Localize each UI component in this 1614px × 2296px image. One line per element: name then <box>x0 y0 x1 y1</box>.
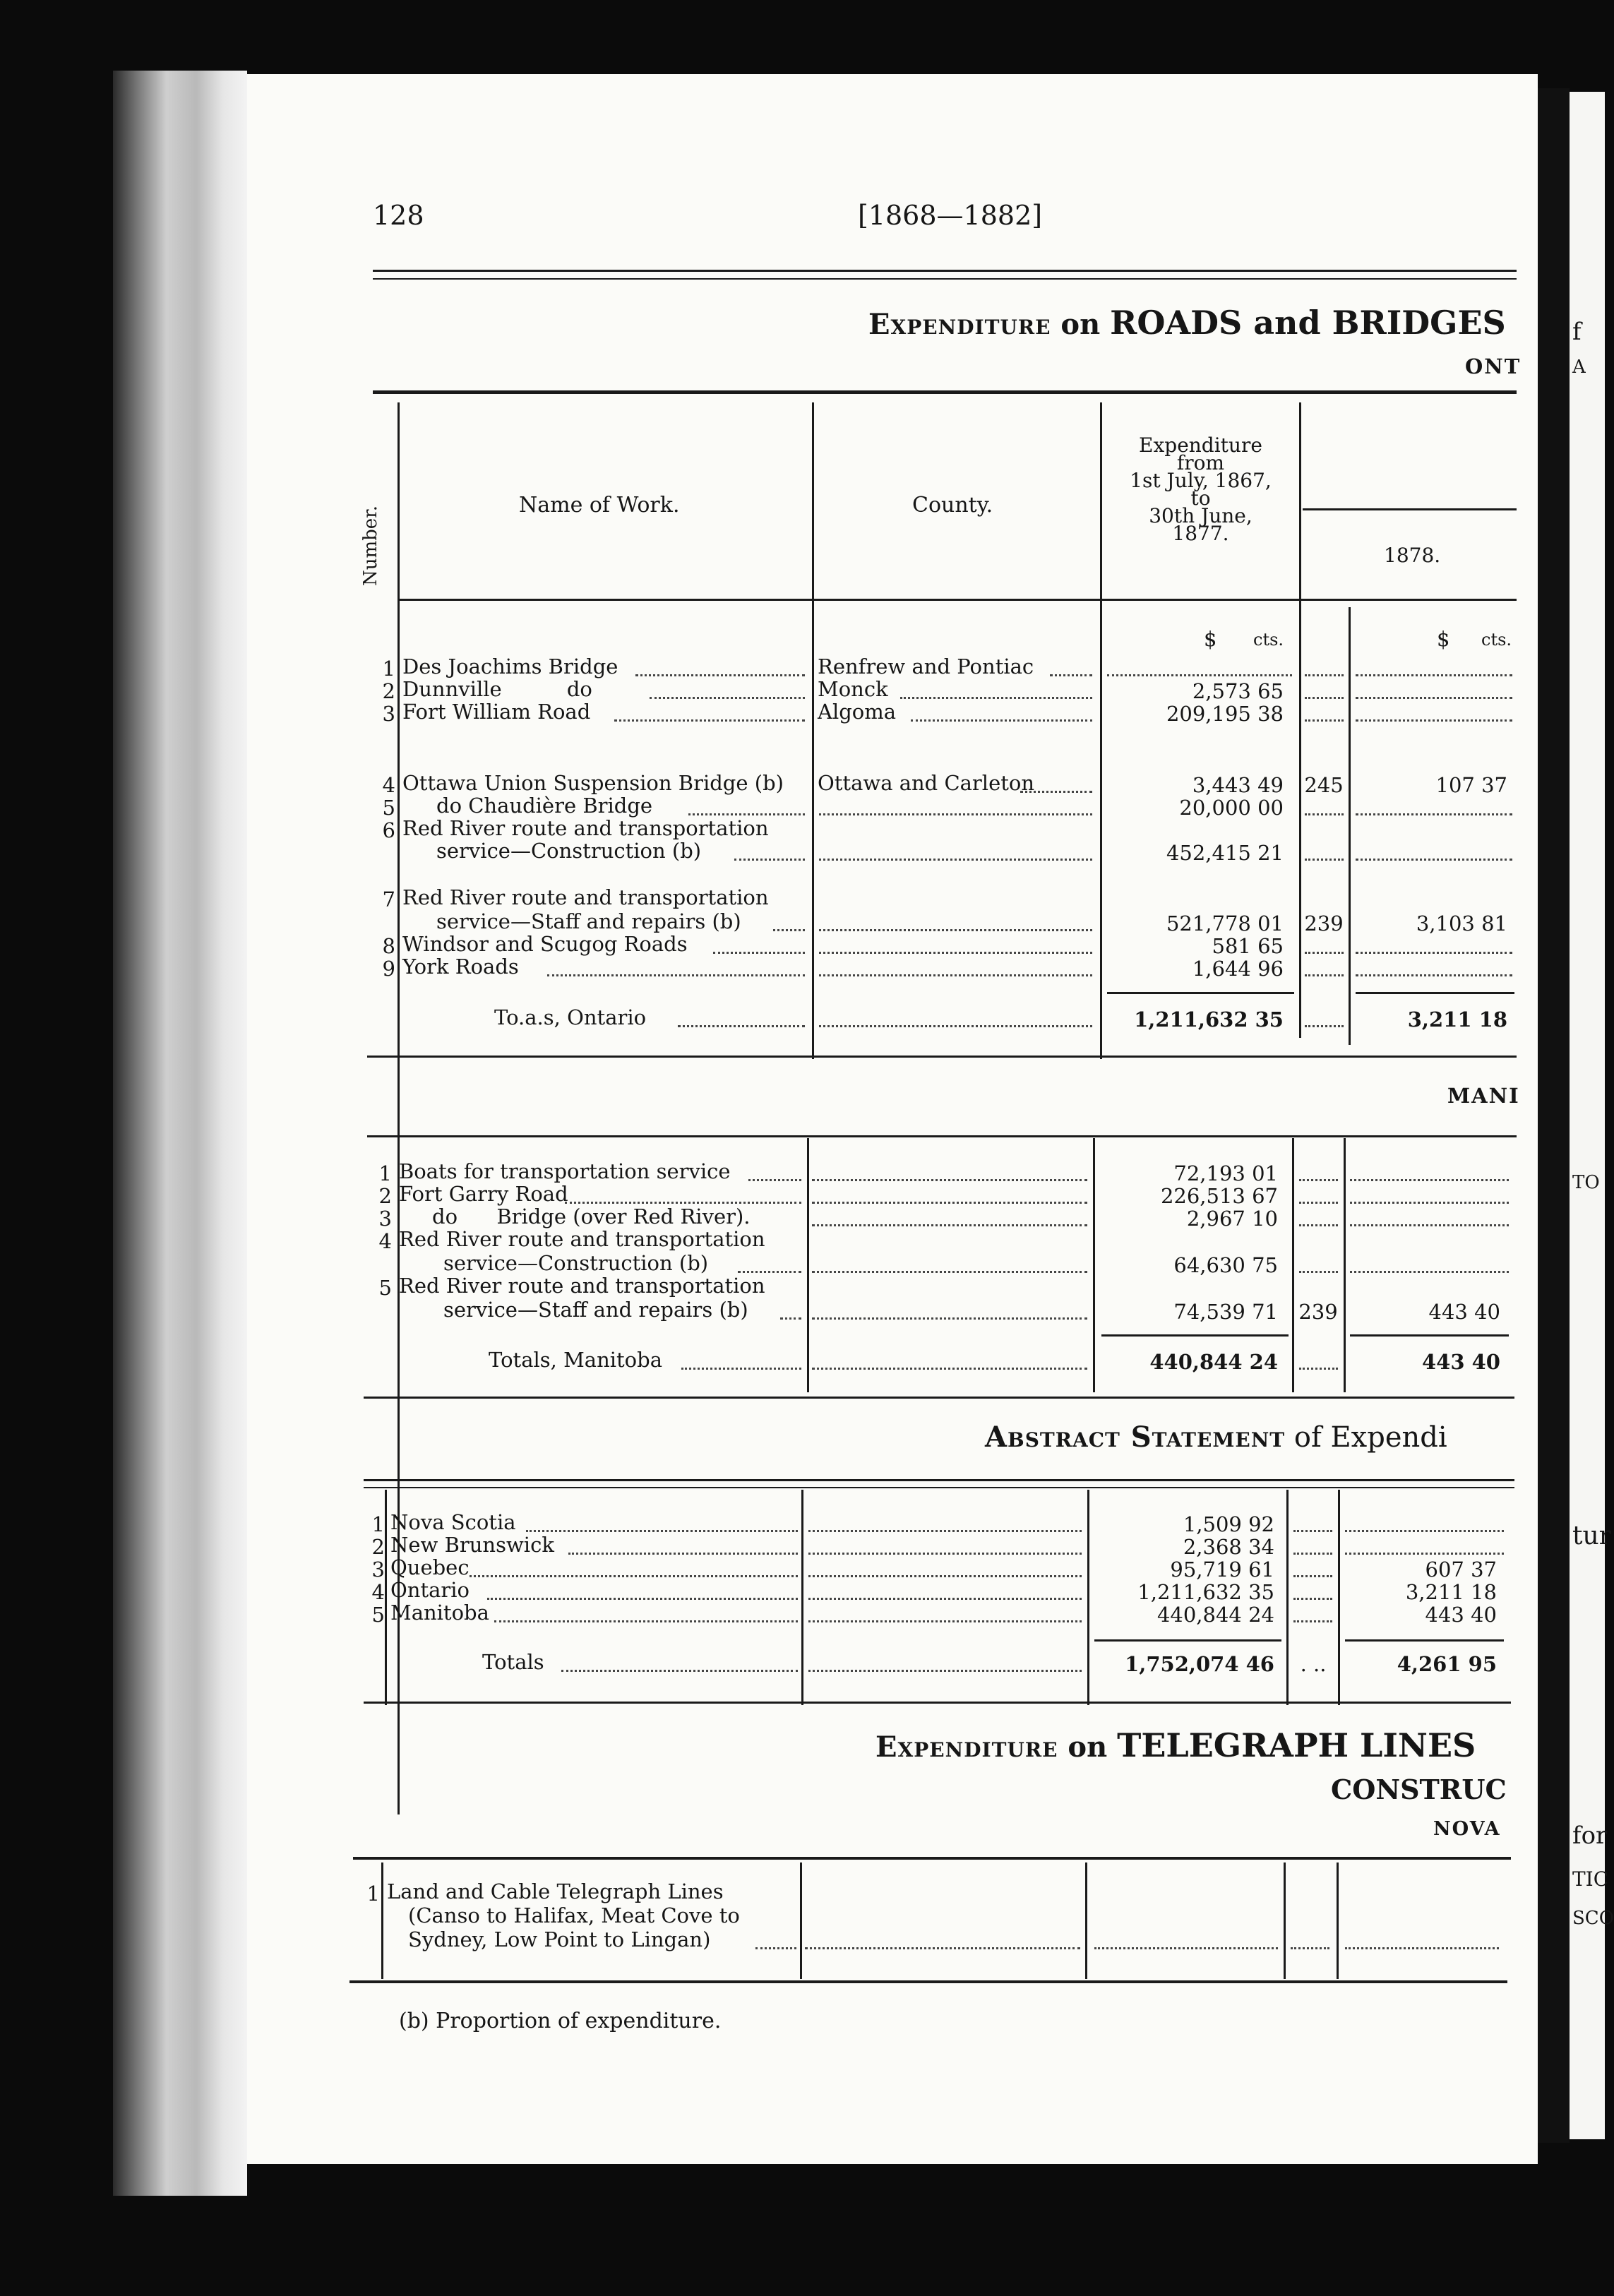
leader-dots <box>678 1025 805 1027</box>
work-name-continued: service—Construction (b) <box>443 1251 709 1275</box>
leader-dots <box>819 813 1092 815</box>
column-rule <box>385 1490 387 1705</box>
subtotal-rule <box>1356 992 1514 994</box>
amount: 2,368 34 <box>1183 1535 1274 1559</box>
column-header-county: County. <box>912 493 993 518</box>
leader-dots <box>568 1553 798 1555</box>
amount: 20,000 00 <box>1179 796 1284 820</box>
amount-1878: 607 37 <box>1425 1557 1497 1582</box>
province-name: Nova Scotia <box>390 1510 516 1534</box>
column-rule <box>1349 607 1351 1045</box>
leader-dots <box>1356 719 1512 722</box>
work-name-continued: Sydney, Low Point to Lingan) <box>408 1927 711 1951</box>
dollar-sign: $ <box>1437 627 1450 651</box>
leader-dots <box>1293 1530 1332 1532</box>
row-number: 2 <box>371 1535 385 1559</box>
total-amount-abstract: 1,752,074 46 <box>1125 1652 1274 1676</box>
total-1878-abstract: 4,261 95 <box>1397 1652 1497 1676</box>
header-line: 1st July, 1867, <box>1130 469 1272 492</box>
leader-dots <box>1350 1202 1509 1204</box>
leader-dots <box>900 697 1092 699</box>
column-rule <box>807 1138 809 1392</box>
work-name-continued: service—Staff and repairs (b) <box>443 1298 748 1322</box>
total-label-ontario: To.a.s, Ontario <box>494 1005 647 1029</box>
leader-dots <box>1299 1271 1338 1273</box>
telegraph-title-part: on <box>1068 1730 1108 1764</box>
subtotal-rule <box>1107 992 1294 994</box>
leader-dots <box>734 859 805 861</box>
leader-dots <box>755 1947 796 1949</box>
row-number: 1 <box>366 1882 380 1906</box>
leader-dots <box>1293 1620 1332 1622</box>
leader-dots <box>1345 1553 1504 1555</box>
section-rule <box>367 1056 1517 1058</box>
leader-dots <box>1356 952 1512 954</box>
amount: 1,211,632 35 <box>1137 1580 1274 1604</box>
column-rule <box>1337 1862 1339 1979</box>
leader-dots <box>1305 1025 1344 1027</box>
amount: 2,967 10 <box>1186 1207 1278 1231</box>
work-name: Red River route and transportation <box>402 885 769 909</box>
reference-number: 245 <box>1304 773 1344 797</box>
row-number: 1 <box>378 1161 392 1185</box>
amount-1878: 3,211 18 <box>1405 1580 1497 1604</box>
leader-dots <box>819 974 1092 976</box>
county-name: Monck <box>818 677 888 701</box>
leader-dots <box>565 1202 801 1204</box>
leader-dots <box>819 952 1092 954</box>
section-rule <box>364 1702 1511 1704</box>
work-name: Windsor and Scugog Roads <box>402 932 688 956</box>
leader-dots <box>738 1271 801 1273</box>
leader-dots <box>713 952 805 954</box>
county-name: Algoma <box>818 700 897 724</box>
subtotal-rule <box>1094 1639 1281 1642</box>
row-number: 6 <box>382 818 395 842</box>
amount: 1,644 96 <box>1192 957 1284 981</box>
work-name: Des Joachims Bridge <box>402 654 618 678</box>
leader-dots <box>1350 1271 1509 1273</box>
total-1878-manitoba: 443 40 <box>1422 1350 1500 1374</box>
row-number: 9 <box>382 957 395 981</box>
leader-dots <box>1345 1947 1499 1949</box>
column-rule <box>1286 1490 1289 1705</box>
leader-dots <box>1293 1553 1332 1555</box>
telegraph-title-part: Expenditure <box>875 1730 1058 1764</box>
row-number: 2 <box>382 679 395 703</box>
work-name: do Bridge (over Red River). <box>432 1204 751 1228</box>
fragment-text: A <box>1572 357 1586 378</box>
amount: 74,539 71 <box>1173 1300 1278 1324</box>
province-heading-manitoba: MANI <box>1447 1084 1520 1108</box>
leader-dots <box>1305 813 1344 815</box>
leader-dots <box>805 1947 1080 1949</box>
leader-dots <box>526 1530 798 1532</box>
fragment-text: f <box>1572 318 1582 346</box>
book-page-edges <box>113 71 247 2196</box>
work-name: Ottawa Union Suspension Bridge (b) <box>402 771 784 795</box>
leader-dots <box>614 719 805 722</box>
row-number: 3 <box>371 1557 385 1582</box>
county-name: Renfrew and Pontiac <box>818 654 1034 678</box>
column-header-number: Number. <box>360 505 381 586</box>
header-line: to <box>1190 486 1211 510</box>
page-years: [1868—1882] <box>858 200 1043 231</box>
leader-dots <box>1305 697 1344 699</box>
header-bottom-rule <box>397 599 1517 601</box>
work-name: Fort William Road <box>402 700 591 724</box>
reference-number: 239 <box>1298 1300 1338 1324</box>
leader-dots <box>1020 791 1092 793</box>
table-title: Expenditure on ROADS and BRIDGES <box>868 304 1506 342</box>
total-1878-ontario: 3,211 18 <box>1407 1008 1507 1032</box>
leader-dots <box>808 1598 1082 1600</box>
leader-dots <box>808 1575 1082 1577</box>
row-number: 2 <box>378 1184 392 1208</box>
leader-dots <box>1350 1179 1509 1181</box>
row-number: 4 <box>378 1229 392 1253</box>
leader-dots <box>812 1179 1087 1181</box>
leader-dots <box>812 1202 1087 1204</box>
county-name: Ottawa and Carleton <box>818 771 1035 795</box>
page-number: 128 <box>373 200 424 231</box>
section-rule <box>353 1857 1511 1860</box>
column-rule <box>1344 1138 1346 1392</box>
leader-dots <box>1305 719 1344 722</box>
column-rule <box>801 1490 803 1705</box>
leader-dots <box>635 674 805 676</box>
leader-dots <box>1094 1947 1278 1949</box>
leader-dots <box>1299 1202 1338 1204</box>
amount: 226,513 67 <box>1160 1184 1278 1208</box>
leader-dots <box>1305 952 1344 954</box>
total-amount-manitoba: 440,844 24 <box>1149 1350 1278 1374</box>
column-rule <box>381 1862 383 1979</box>
section-rule <box>364 1397 1514 1399</box>
leader-dots <box>808 1553 1082 1555</box>
fragment-text: TO <box>1572 1172 1600 1193</box>
leader-dots <box>1356 859 1512 861</box>
leader-dots <box>1350 1224 1509 1226</box>
province-name: Ontario <box>390 1578 470 1602</box>
fragment-text: TIC <box>1572 1867 1609 1891</box>
section-rule <box>367 1135 1517 1137</box>
leader-dots <box>650 697 805 699</box>
column-rule <box>1087 1490 1089 1705</box>
amount: 2,573 65 <box>1192 679 1284 703</box>
amount: 452,415 21 <box>1166 841 1284 865</box>
work-name: Dunnville do <box>402 677 592 701</box>
province-name: Quebec <box>390 1555 470 1579</box>
work-name: Boats for transportation service <box>399 1159 731 1183</box>
amount-1878: 107 37 <box>1435 773 1507 797</box>
province-name: New Brunswick <box>390 1533 554 1557</box>
work-name: Red River route and transportation <box>399 1227 765 1251</box>
subtotal-rule <box>1101 1334 1289 1337</box>
leader-dots <box>487 1598 798 1600</box>
row-number: 5 <box>378 1276 392 1300</box>
leader-dots <box>1050 674 1092 676</box>
amount-1878: 443 40 <box>1425 1603 1497 1627</box>
header-line: Expenditure <box>1139 434 1262 457</box>
leader-dots <box>561 1670 798 1672</box>
leader-dots <box>808 1620 1082 1622</box>
leader-dots <box>812 1271 1087 1273</box>
column-rule <box>1093 1138 1095 1392</box>
work-name: Fort Garry Road <box>399 1182 568 1206</box>
column-rule <box>1292 1138 1294 1392</box>
telegraph-province: NOVA <box>1433 1818 1501 1840</box>
header-line: from <box>1176 451 1225 474</box>
row-number: 3 <box>378 1207 392 1231</box>
total-amount-ontario: 1,211,632 35 <box>1134 1008 1284 1032</box>
leader-dots <box>1293 1598 1332 1600</box>
leader-dots <box>808 1670 1082 1672</box>
leader-dots <box>494 1620 798 1622</box>
leader-dots <box>812 1317 1087 1320</box>
column-rule <box>812 402 814 1059</box>
leader-dots <box>773 929 805 931</box>
abstract-title-part: of Expendi <box>1293 1421 1447 1454</box>
leader-dots <box>911 719 1092 722</box>
leader-dots <box>1305 674 1344 676</box>
book-page <box>247 74 1538 2164</box>
amount: 209,195 38 <box>1166 702 1284 726</box>
header-rule <box>373 278 1517 280</box>
column-header-1878: 1878. <box>1384 544 1441 567</box>
row-number: 5 <box>382 796 395 820</box>
amount: 1,509 92 <box>1183 1512 1274 1536</box>
row-number: 4 <box>382 773 395 797</box>
table-top-rule <box>373 390 1517 394</box>
work-name-continued: service—Construction (b) <box>436 839 702 863</box>
leader-dots <box>1299 1368 1338 1370</box>
column-rule <box>1085 1862 1087 1979</box>
row-number: 4 <box>371 1580 385 1604</box>
year-group-rule <box>1303 508 1517 510</box>
work-name: do Chaudière Bridge <box>436 794 653 818</box>
leader-dots <box>812 1368 1087 1370</box>
book-gutter <box>1538 88 1570 2143</box>
leader-dots <box>1291 1947 1329 1949</box>
leader-dots <box>1345 1530 1504 1532</box>
header-rule <box>373 270 1517 272</box>
leader-dots <box>1299 1224 1338 1226</box>
row-number: 1 <box>382 657 395 681</box>
leader-dots <box>1356 974 1512 976</box>
leader-dots <box>808 1530 1082 1532</box>
column-header-name: Name of Work. <box>519 493 680 518</box>
amount: 64,630 75 <box>1173 1253 1278 1277</box>
header-line: 1877. <box>1172 522 1229 545</box>
fragment-text: for <box>1572 1822 1608 1850</box>
work-name: Land and Cable Telegraph Lines <box>387 1879 724 1903</box>
row-number: 1 <box>371 1512 385 1536</box>
fragment-text: tur <box>1572 1521 1611 1550</box>
row-number: 8 <box>382 934 395 958</box>
province-heading-ontario: ONT <box>1465 354 1522 378</box>
telegraph-title <box>875 1726 1476 1764</box>
dollar-sign: $ <box>1204 627 1217 651</box>
footnote: (b) Proportion of expenditure. <box>399 2009 722 2033</box>
leader-dots <box>1293 1575 1332 1577</box>
amount-1878: 443 40 <box>1428 1300 1500 1324</box>
amount: 95,719 61 <box>1170 1557 1274 1582</box>
amount-1878: 3,103 81 <box>1416 911 1507 935</box>
section-rule <box>364 1487 1514 1488</box>
work-name: York Roads <box>402 955 519 979</box>
header-line: 30th June, <box>1149 504 1253 527</box>
column-rule <box>1284 1862 1286 1979</box>
province-name: Manitoba <box>390 1601 489 1625</box>
leader-dots <box>819 1025 1092 1027</box>
leader-dots <box>748 1179 801 1181</box>
leader-dots <box>547 974 805 976</box>
row-number: 7 <box>382 887 395 911</box>
total-reference: . .. <box>1300 1652 1327 1676</box>
amount: 521,778 01 <box>1166 911 1284 935</box>
adjacent-page-fragment <box>1570 92 1614 2139</box>
section-rule <box>364 1479 1514 1481</box>
leader-dots <box>1299 1179 1338 1181</box>
work-name: Red River route and transportation <box>399 1274 765 1298</box>
leader-dots <box>1107 674 1292 676</box>
telegraph-title-part: TELEGRAPH LINES <box>1117 1726 1476 1764</box>
work-name-continued: (Canso to Halifax, Meat Cove to <box>408 1903 740 1927</box>
leader-dots <box>1356 813 1512 815</box>
leader-dots <box>1356 674 1512 676</box>
cents-label: cts. <box>1253 630 1284 650</box>
work-name-continued: service—Staff and repairs (b) <box>436 909 741 933</box>
abstract-title-part: Abstract Statement <box>985 1421 1286 1454</box>
subtotal-rule <box>1350 1334 1509 1337</box>
reference-number: 239 <box>1304 911 1344 935</box>
column-rule <box>800 1862 802 1979</box>
column-rule <box>1100 402 1102 1059</box>
leader-dots <box>819 929 1092 931</box>
cents-label: cts. <box>1481 630 1512 650</box>
leader-dots <box>819 859 1092 861</box>
leader-dots <box>470 1575 798 1577</box>
abstract-title <box>985 1421 1447 1454</box>
leader-dots <box>1356 697 1512 699</box>
column-header-expenditure <box>1104 434 1298 545</box>
total-label-abstract: Totals <box>482 1650 544 1674</box>
amount: 581 65 <box>1212 934 1284 958</box>
row-number: 5 <box>371 1603 385 1627</box>
leader-dots <box>812 1224 1087 1226</box>
leader-dots <box>688 813 805 815</box>
leader-dots <box>1305 859 1344 861</box>
amount: 72,193 01 <box>1173 1161 1278 1185</box>
amount: 440,844 24 <box>1156 1603 1274 1627</box>
leader-dots <box>1305 974 1344 976</box>
leader-dots <box>681 1368 801 1370</box>
work-name: Red River route and transportation <box>402 816 769 840</box>
column-rule <box>1338 1490 1340 1705</box>
fragment-text: SCO <box>1572 1908 1614 1929</box>
column-rule <box>1299 402 1301 1038</box>
leader-dots <box>780 1317 801 1320</box>
row-number: 3 <box>382 702 395 726</box>
amount: 3,443 49 <box>1192 773 1284 797</box>
telegraph-subheading: CONSTRUC <box>1331 1774 1507 1805</box>
subtotal-rule <box>1345 1639 1504 1642</box>
total-label-manitoba: Totals, Manitoba <box>489 1348 662 1372</box>
table-bottom-rule <box>349 1980 1507 1983</box>
